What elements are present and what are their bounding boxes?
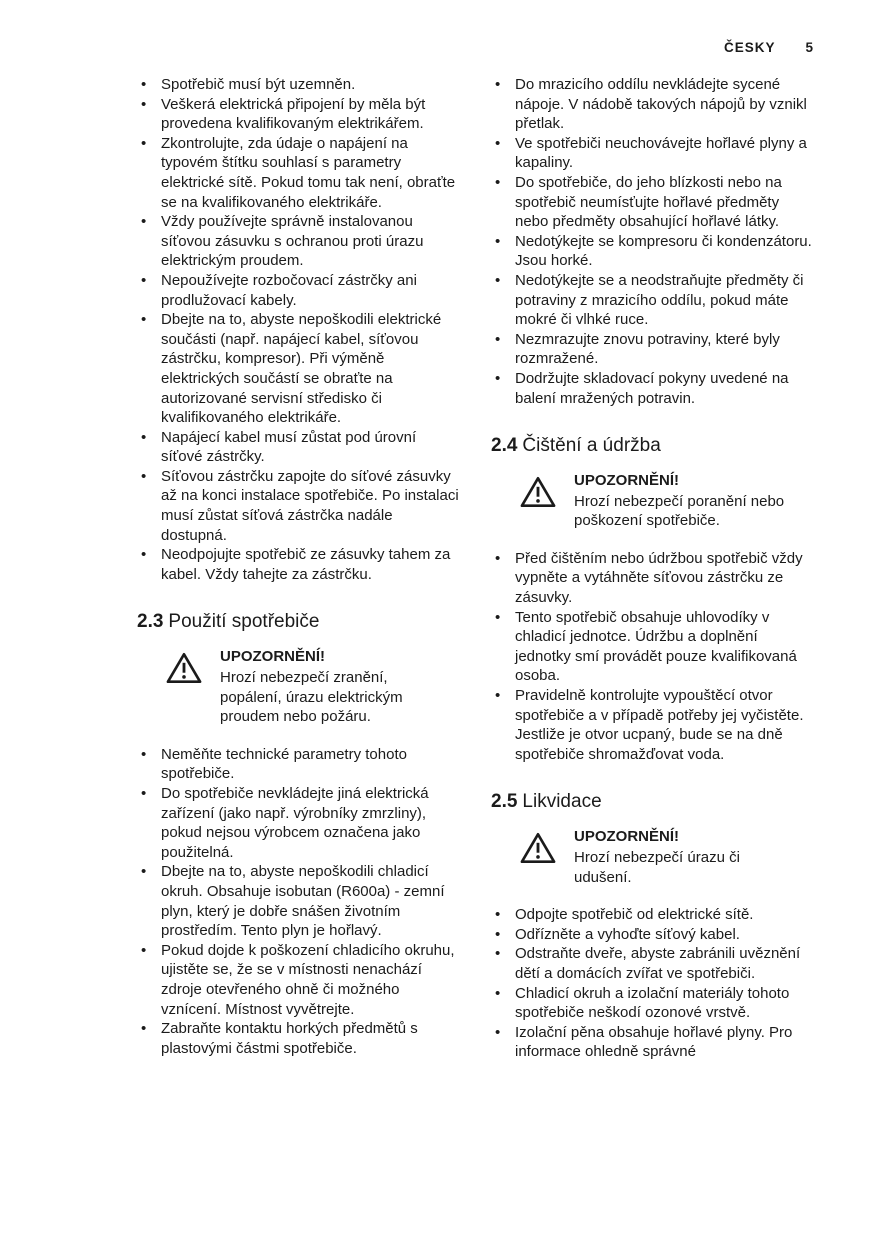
electrical-safety-bullet-list: [137, 75, 459, 584]
section-number: 2.5: [491, 791, 518, 813]
warning-title: UPOZORNĚNÍ!: [574, 828, 679, 846]
list-item: • Nedotýkejte se kompresoru či kondenzátoru. Jsou horké.: [491, 232, 813, 271]
list-item: • Pokud dojde k poškození chladicího okruhu, ujistěte se, že se v místnosti nenachází zdroje otevřeného ohně či možného vznícení. Místnost vyvětrejte.: [137, 941, 459, 1019]
list-item: • Odstraňte dveře, abyste zabránili uvěznění dětí a domácích zvířat ve spotřebiči.: [491, 944, 813, 983]
page-header: [137, 40, 813, 55]
list-item: • Izolační pěna obsahuje hořlavé plyny. Pro informace ohledně správné: [491, 1023, 813, 1062]
list-item: • Spotřebič musí být uzemněn.: [137, 75, 459, 95]
list-item: • Zabraňte kontaktu horkých předmětů s plastovými částmi spotřebiče.: [137, 1019, 459, 1058]
warning-box-2-5: [519, 827, 813, 887]
section-heading-2-3: [137, 610, 459, 634]
section-title: Použití spotřebiče: [168, 611, 320, 633]
section-heading-2-5: [491, 790, 813, 814]
list-item: • Tento spotřebič obsahuje uhlovodíky v chladicí jednotce. Údržbu a doplnění jednotky smí provádět pouze kvalifikovaná osoba.: [491, 608, 813, 686]
two-column-layout: [137, 75, 813, 1062]
warning-triangle-icon: [519, 827, 557, 871]
list-item: • Nezmrazujte znovu potraviny, které byly rozmražené.: [491, 330, 813, 369]
section-title: Likvidace: [522, 791, 602, 813]
list-item: • Před čištěním nebo údržbou spotřebič vždy vypněte a vytáhněte síťovou zástrčku ze zásuvky.: [491, 549, 813, 608]
list-item: • Vždy používejte správně instalovanou síťovou zásuvku s ochranou proti úrazu elektrickým proudem.: [137, 212, 459, 271]
warning-content: [574, 827, 796, 887]
warning-box-2-4: [519, 471, 813, 531]
section-title: Čištění a údržba: [522, 435, 661, 457]
usage-bullet-list: [137, 745, 459, 1059]
list-item: • Nepoužívejte rozbočovací zástrčky ani prodlužovací kabely.: [137, 271, 459, 310]
list-item: • Nedotýkejte se a neodstraňujte předměty či potraviny z mrazicího oddílu, pokud máte mokré či vlhké ruce.: [491, 271, 813, 330]
list-item: • Napájecí kabel musí zůstat pod úrovní síťové zástrčky.: [137, 428, 459, 467]
list-item: • Síťovou zástrčku zapojte do síťové zásuvky až na konci instalace spotřebiče. Po instalaci musí zůstat síťová zástrčka nadále dostupná.: [137, 467, 459, 545]
section-number: 2.3: [137, 611, 164, 633]
list-item: • Odřízněte a vyhoďte síťový kabel.: [491, 925, 813, 945]
warning-text: Hrozí nebezpečí zranění, popálení, úrazu elektrickým proudem nebo požáru.: [220, 669, 403, 726]
page-number: 5: [805, 40, 813, 55]
list-item: • Do mrazicího oddílu nevkládejte sycené nápoje. V nádobě takových nápojů by vznikl přetlak.: [491, 75, 813, 134]
list-item: • Zkontrolujte, zda údaje o napájení na typovém štítku souhlasí s parametry elektrické sítě. Pokud tomu tak není, obraťte se na kvalifikovaného elektrikáře.: [137, 134, 459, 212]
warning-content: [574, 471, 796, 531]
disposal-bullet-list: [491, 905, 813, 1062]
list-item: • Dbejte na to, abyste nepoškodili elektrické součásti (např. napájecí kabel, síťovou zástrčku, kompresor). Při výměně elektrických součástí se obraťte na autorizované servisní středisko či kvalifikovaného elektrikáře.: [137, 310, 459, 428]
language-label: ČESKY: [723, 40, 776, 55]
list-item: • Neodpojujte spotřebič ze zásuvky tahem za kabel. Vždy tahejte za zástrčku.: [137, 545, 459, 584]
maintenance-bullet-list: [491, 549, 813, 765]
warning-title: UPOZORNĚNÍ!: [574, 472, 679, 490]
left-column: [137, 75, 459, 1062]
warning-text: Hrozí nebezpečí poranění nebo poškození spotřebiče.: [574, 492, 785, 530]
warning-triangle-icon: [165, 647, 203, 691]
list-item: • Do spotřebiče, do jeho blízkosti nebo na spotřebič neumísťujte hořlavé předměty nebo předměty obsahující hořlavé látky.: [491, 173, 813, 232]
list-item: • Dbejte na to, abyste nepoškodili chladicí okruh. Obsahuje isobutan (R600a) - zemní plyn, který je dobře snášen životním prostředím. Tento plyn je hořlavý.: [137, 862, 459, 940]
list-item: • Odpojte spotřebič od elektrické sítě.: [491, 905, 813, 925]
warning-title: UPOZORNĚNÍ!: [220, 648, 325, 666]
warning-text: Hrozí nebezpečí úrazu či udušení.: [574, 849, 740, 886]
list-item: • Dodržujte skladovací pokyny uvedené na balení mražených potravin.: [491, 369, 813, 408]
section-number: 2.4: [491, 435, 518, 457]
section-heading-2-4: [491, 434, 813, 458]
warning-box-2-3: [165, 647, 459, 726]
list-item: • Veškerá elektrická připojení by měla být provedena kvalifikovaným elektrikářem.: [137, 95, 459, 134]
list-item: • Do spotřebiče nevkládejte jiná elektrická zařízení (jako např. výrobníky zmrzliny), pokud nejsou výrobcem označena jako použitelná.: [137, 784, 459, 862]
list-item: • Chladicí okruh a izolační materiály tohoto spotřebiče neškodí ozonové vrstvě.: [491, 984, 813, 1023]
warning-triangle-icon: [519, 471, 557, 515]
list-item: • Neměňte technické parametry tohoto spotřebiče.: [137, 745, 459, 784]
list-item: • Ve spotřebiči neuchovávejte hořlavé plyny a kapaliny.: [491, 134, 813, 173]
storage-safety-bullet-list: [491, 75, 813, 408]
warning-content: [220, 647, 442, 726]
right-column: [491, 75, 813, 1062]
list-item: • Pravidelně kontrolujte vypouštěcí otvor spotřebiče a v případě potřeby jej vyčistěte. Jestliže je otvor ucpaný, bude se na dně spotřebiče shromažďovat voda.: [491, 686, 813, 764]
